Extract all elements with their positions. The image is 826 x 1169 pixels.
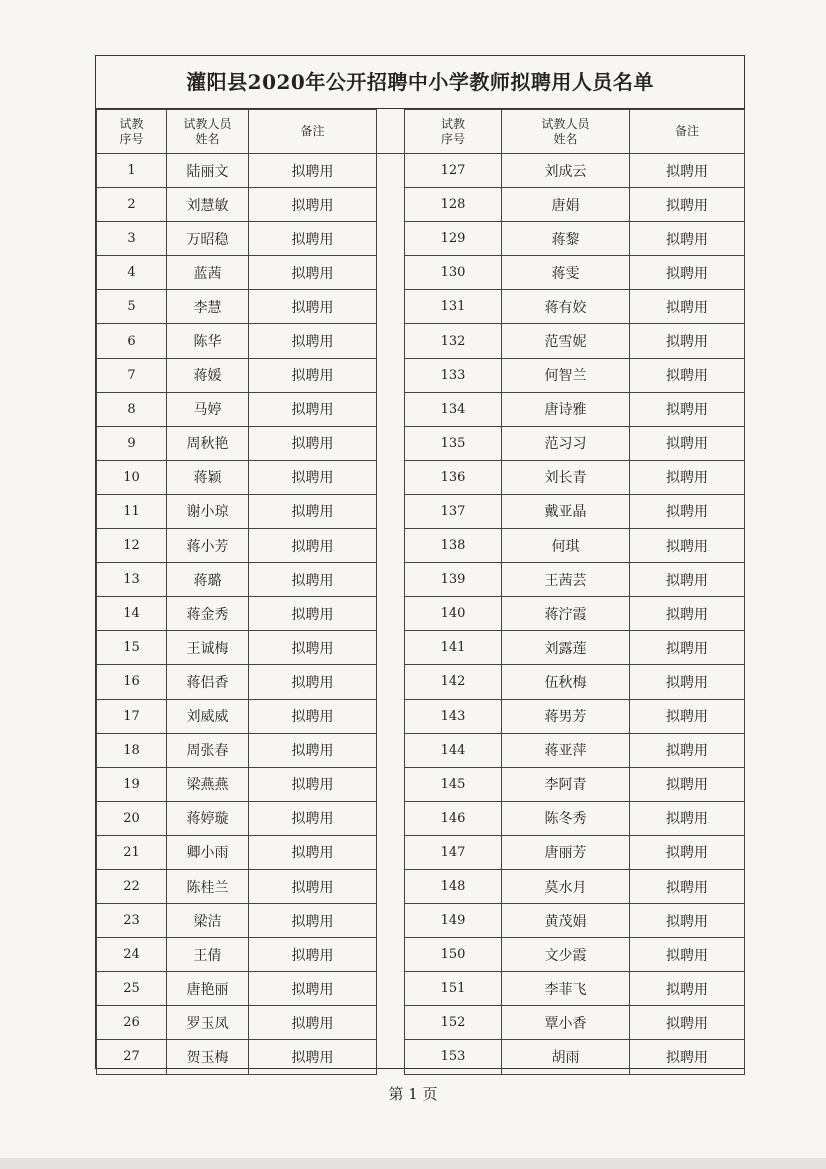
table-row	[97, 222, 745, 256]
name-left: 蒋小芳	[167, 529, 249, 563]
seq-right: 139	[405, 563, 502, 597]
remark-left: 拟聘用	[249, 426, 377, 460]
table-row	[97, 529, 745, 563]
remark-right: 拟聘用	[630, 154, 745, 188]
remark-left: 拟聘用	[249, 869, 377, 903]
remark-right: 拟聘用	[630, 358, 745, 392]
remark-left: 拟聘用	[249, 460, 377, 494]
table-row	[97, 358, 745, 392]
remark-left: 拟聘用	[249, 563, 377, 597]
seq-left: 14	[97, 597, 167, 631]
seq-left: 26	[97, 1006, 167, 1040]
seq-left: 3	[97, 222, 167, 256]
seq-right: 142	[405, 665, 502, 699]
remark-right: 拟聘用	[630, 972, 745, 1006]
name-right: 李阿青	[502, 767, 630, 801]
seq-right: 153	[405, 1040, 502, 1074]
remark-right: 拟聘用	[630, 733, 745, 767]
remark-left: 拟聘用	[249, 494, 377, 528]
column-gap	[377, 597, 405, 631]
name-right: 莫水月	[502, 869, 630, 903]
column-gap	[377, 563, 405, 597]
document-title: 灌阳县2020年公开招聘中小学教师拟聘用人员名单	[96, 56, 744, 109]
name-left: 王倩	[167, 938, 249, 972]
remark-left: 拟聘用	[249, 324, 377, 358]
remark-right: 拟聘用	[630, 869, 745, 903]
seq-right: 130	[405, 256, 502, 290]
table-row	[97, 256, 745, 290]
remark-right: 拟聘用	[630, 222, 745, 256]
table-row	[97, 835, 745, 869]
name-right: 唐娟	[502, 188, 630, 222]
name-left: 蓝茜	[167, 256, 249, 290]
name-right: 刘成云	[502, 154, 630, 188]
name-right: 蒋亚萍	[502, 733, 630, 767]
name-left: 蒋颖	[167, 460, 249, 494]
table-row	[97, 426, 745, 460]
name-left: 王诚梅	[167, 631, 249, 665]
name-right: 何琪	[502, 529, 630, 563]
seq-right: 131	[405, 290, 502, 324]
remark-right: 拟聘用	[630, 801, 745, 835]
seq-right: 147	[405, 835, 502, 869]
column-gap	[377, 110, 405, 154]
column-gap	[377, 835, 405, 869]
table-row	[97, 290, 745, 324]
table-row	[97, 563, 745, 597]
seq-left: 6	[97, 324, 167, 358]
remark-right: 拟聘用	[630, 904, 745, 938]
name-left: 陈桂兰	[167, 869, 249, 903]
seq-right: 152	[405, 1006, 502, 1040]
column-gap	[377, 938, 405, 972]
header-remark-right: 备注	[630, 110, 745, 154]
name-left: 贺玉梅	[167, 1040, 249, 1074]
name-left: 马婷	[167, 392, 249, 426]
name-right: 覃小香	[502, 1006, 630, 1040]
seq-right: 128	[405, 188, 502, 222]
name-left: 刘威威	[167, 699, 249, 733]
name-left: 刘慧敏	[167, 188, 249, 222]
remark-right: 拟聘用	[630, 256, 745, 290]
column-gap	[377, 767, 405, 801]
remark-right: 拟聘用	[630, 529, 745, 563]
remark-right: 拟聘用	[630, 631, 745, 665]
name-left: 陆丽文	[167, 154, 249, 188]
name-right: 何智兰	[502, 358, 630, 392]
remark-right: 拟聘用	[630, 460, 745, 494]
seq-left: 11	[97, 494, 167, 528]
name-left: 梁洁	[167, 904, 249, 938]
table-row	[97, 1040, 745, 1074]
name-right: 戴亚晶	[502, 494, 630, 528]
table-row	[97, 324, 745, 358]
seq-right: 143	[405, 699, 502, 733]
table-row	[97, 392, 745, 426]
remark-left: 拟聘用	[249, 597, 377, 631]
name-right: 蒋男芳	[502, 699, 630, 733]
table-row	[97, 972, 745, 1006]
name-left: 陈华	[167, 324, 249, 358]
seq-left: 5	[97, 290, 167, 324]
seq-left: 13	[97, 563, 167, 597]
name-left: 周秋艳	[167, 426, 249, 460]
remark-left: 拟聘用	[249, 767, 377, 801]
table-row	[97, 904, 745, 938]
name-right: 刘露莲	[502, 631, 630, 665]
table-header-row	[97, 110, 745, 154]
column-gap	[377, 733, 405, 767]
table-row	[97, 597, 745, 631]
seq-left: 15	[97, 631, 167, 665]
column-gap	[377, 972, 405, 1006]
name-left: 李慧	[167, 290, 249, 324]
seq-left: 22	[97, 869, 167, 903]
name-left: 唐艳丽	[167, 972, 249, 1006]
seq-right: 148	[405, 869, 502, 903]
remark-left: 拟聘用	[249, 904, 377, 938]
table-row	[97, 801, 745, 835]
seq-right: 141	[405, 631, 502, 665]
table-row	[97, 460, 745, 494]
seq-right: 138	[405, 529, 502, 563]
remark-right: 拟聘用	[630, 324, 745, 358]
column-gap	[377, 699, 405, 733]
remark-right: 拟聘用	[630, 1006, 745, 1040]
name-right: 范习习	[502, 426, 630, 460]
remark-right: 拟聘用	[630, 597, 745, 631]
column-gap	[377, 358, 405, 392]
remark-right: 拟聘用	[630, 290, 745, 324]
name-right: 伍秋梅	[502, 665, 630, 699]
scan-edge	[0, 1158, 826, 1169]
remark-left: 拟聘用	[249, 188, 377, 222]
remark-right: 拟聘用	[630, 1040, 745, 1074]
name-right: 蒋黎	[502, 222, 630, 256]
remark-left: 拟聘用	[249, 801, 377, 835]
seq-right: 146	[405, 801, 502, 835]
column-gap	[377, 1040, 405, 1074]
name-right: 刘长青	[502, 460, 630, 494]
column-gap	[377, 801, 405, 835]
table-row	[97, 699, 745, 733]
seq-left: 2	[97, 188, 167, 222]
remark-right: 拟聘用	[630, 699, 745, 733]
name-left: 卿小雨	[167, 835, 249, 869]
column-gap	[377, 460, 405, 494]
name-left: 梁燕燕	[167, 767, 249, 801]
column-gap	[377, 904, 405, 938]
column-gap	[377, 665, 405, 699]
remark-left: 拟聘用	[249, 938, 377, 972]
seq-left: 21	[97, 835, 167, 869]
name-right: 唐丽芳	[502, 835, 630, 869]
name-left: 万昭稳	[167, 222, 249, 256]
remark-left: 拟聘用	[249, 154, 377, 188]
remark-left: 拟聘用	[249, 529, 377, 563]
seq-left: 20	[97, 801, 167, 835]
remark-left: 拟聘用	[249, 665, 377, 699]
name-left: 蒋婷璇	[167, 801, 249, 835]
seq-left: 18	[97, 733, 167, 767]
name-right: 李菲飞	[502, 972, 630, 1006]
table-row	[97, 631, 745, 665]
column-gap	[377, 529, 405, 563]
column-gap	[377, 631, 405, 665]
name-right: 王茜芸	[502, 563, 630, 597]
name-left: 蒋璐	[167, 563, 249, 597]
seq-left: 7	[97, 358, 167, 392]
remark-left: 拟聘用	[249, 972, 377, 1006]
column-gap	[377, 392, 405, 426]
page-number: 第 1 页	[388, 1085, 438, 1103]
seq-right: 145	[405, 767, 502, 801]
roster-table	[96, 109, 745, 1075]
column-gap	[377, 494, 405, 528]
seq-left: 10	[97, 460, 167, 494]
table-row	[97, 1006, 745, 1040]
table-row	[97, 869, 745, 903]
name-right: 黄茂娟	[502, 904, 630, 938]
seq-right: 132	[405, 324, 502, 358]
name-left: 蒋媛	[167, 358, 249, 392]
remark-left: 拟聘用	[249, 256, 377, 290]
column-gap	[377, 188, 405, 222]
seq-left: 24	[97, 938, 167, 972]
column-gap	[377, 426, 405, 460]
remark-right: 拟聘用	[630, 392, 745, 426]
remark-right: 拟聘用	[630, 188, 745, 222]
remark-left: 拟聘用	[249, 631, 377, 665]
seq-left: 19	[97, 767, 167, 801]
seq-left: 16	[97, 665, 167, 699]
seq-right: 136	[405, 460, 502, 494]
seq-right: 140	[405, 597, 502, 631]
column-gap	[377, 1006, 405, 1040]
seq-right: 151	[405, 972, 502, 1006]
remark-right: 拟聘用	[630, 665, 745, 699]
remark-left: 拟聘用	[249, 290, 377, 324]
name-left: 周张春	[167, 733, 249, 767]
header-seq-left: 试教 序号	[97, 110, 167, 154]
remark-right: 拟聘用	[630, 938, 745, 972]
name-right: 唐诗雅	[502, 392, 630, 426]
table-row	[97, 665, 745, 699]
seq-left: 1	[97, 154, 167, 188]
table-row	[97, 154, 745, 188]
column-gap	[377, 869, 405, 903]
name-right: 陈冬秀	[502, 801, 630, 835]
remark-left: 拟聘用	[249, 835, 377, 869]
table-row	[97, 767, 745, 801]
column-gap	[377, 290, 405, 324]
name-left: 罗玉凤	[167, 1006, 249, 1040]
column-gap	[377, 256, 405, 290]
remark-left: 拟聘用	[249, 392, 377, 426]
seq-right: 149	[405, 904, 502, 938]
remark-right: 拟聘用	[630, 563, 745, 597]
name-right: 胡雨	[502, 1040, 630, 1074]
name-right: 蒋雯	[502, 256, 630, 290]
remark-left: 拟聘用	[249, 1006, 377, 1040]
remark-right: 拟聘用	[630, 835, 745, 869]
name-right: 蒋有姣	[502, 290, 630, 324]
seq-left: 12	[97, 529, 167, 563]
table-row	[97, 494, 745, 528]
name-right: 文少霞	[502, 938, 630, 972]
name-left: 蒋金秀	[167, 597, 249, 631]
remark-left: 拟聘用	[249, 733, 377, 767]
column-gap	[377, 324, 405, 358]
seq-right: 150	[405, 938, 502, 972]
name-left: 谢小琼	[167, 494, 249, 528]
column-gap	[377, 154, 405, 188]
column-gap	[377, 222, 405, 256]
remark-left: 拟聘用	[249, 358, 377, 392]
name-right: 范雪妮	[502, 324, 630, 358]
seq-right: 135	[405, 426, 502, 460]
name-right: 蒋泞霞	[502, 597, 630, 631]
seq-right: 137	[405, 494, 502, 528]
remark-right: 拟聘用	[630, 494, 745, 528]
document-sheet	[95, 55, 745, 1069]
table-row	[97, 188, 745, 222]
seq-left: 4	[97, 256, 167, 290]
remark-left: 拟聘用	[249, 222, 377, 256]
seq-right: 134	[405, 392, 502, 426]
table-row	[97, 733, 745, 767]
remark-left: 拟聘用	[249, 699, 377, 733]
header-seq-right: 试教 序号	[405, 110, 502, 154]
remark-right: 拟聘用	[630, 767, 745, 801]
seq-left: 9	[97, 426, 167, 460]
seq-left: 17	[97, 699, 167, 733]
seq-left: 8	[97, 392, 167, 426]
name-left: 蒋侣香	[167, 665, 249, 699]
seq-left: 23	[97, 904, 167, 938]
header-name-left: 试教人员 姓名	[167, 110, 249, 154]
seq-left: 25	[97, 972, 167, 1006]
seq-right: 133	[405, 358, 502, 392]
seq-right: 144	[405, 733, 502, 767]
header-remark-left: 备注	[249, 110, 377, 154]
table-row	[97, 938, 745, 972]
remark-left: 拟聘用	[249, 1040, 377, 1074]
remark-right: 拟聘用	[630, 426, 745, 460]
seq-right: 127	[405, 154, 502, 188]
header-name-right: 试教人员 姓名	[502, 110, 630, 154]
seq-left: 27	[97, 1040, 167, 1074]
seq-right: 129	[405, 222, 502, 256]
